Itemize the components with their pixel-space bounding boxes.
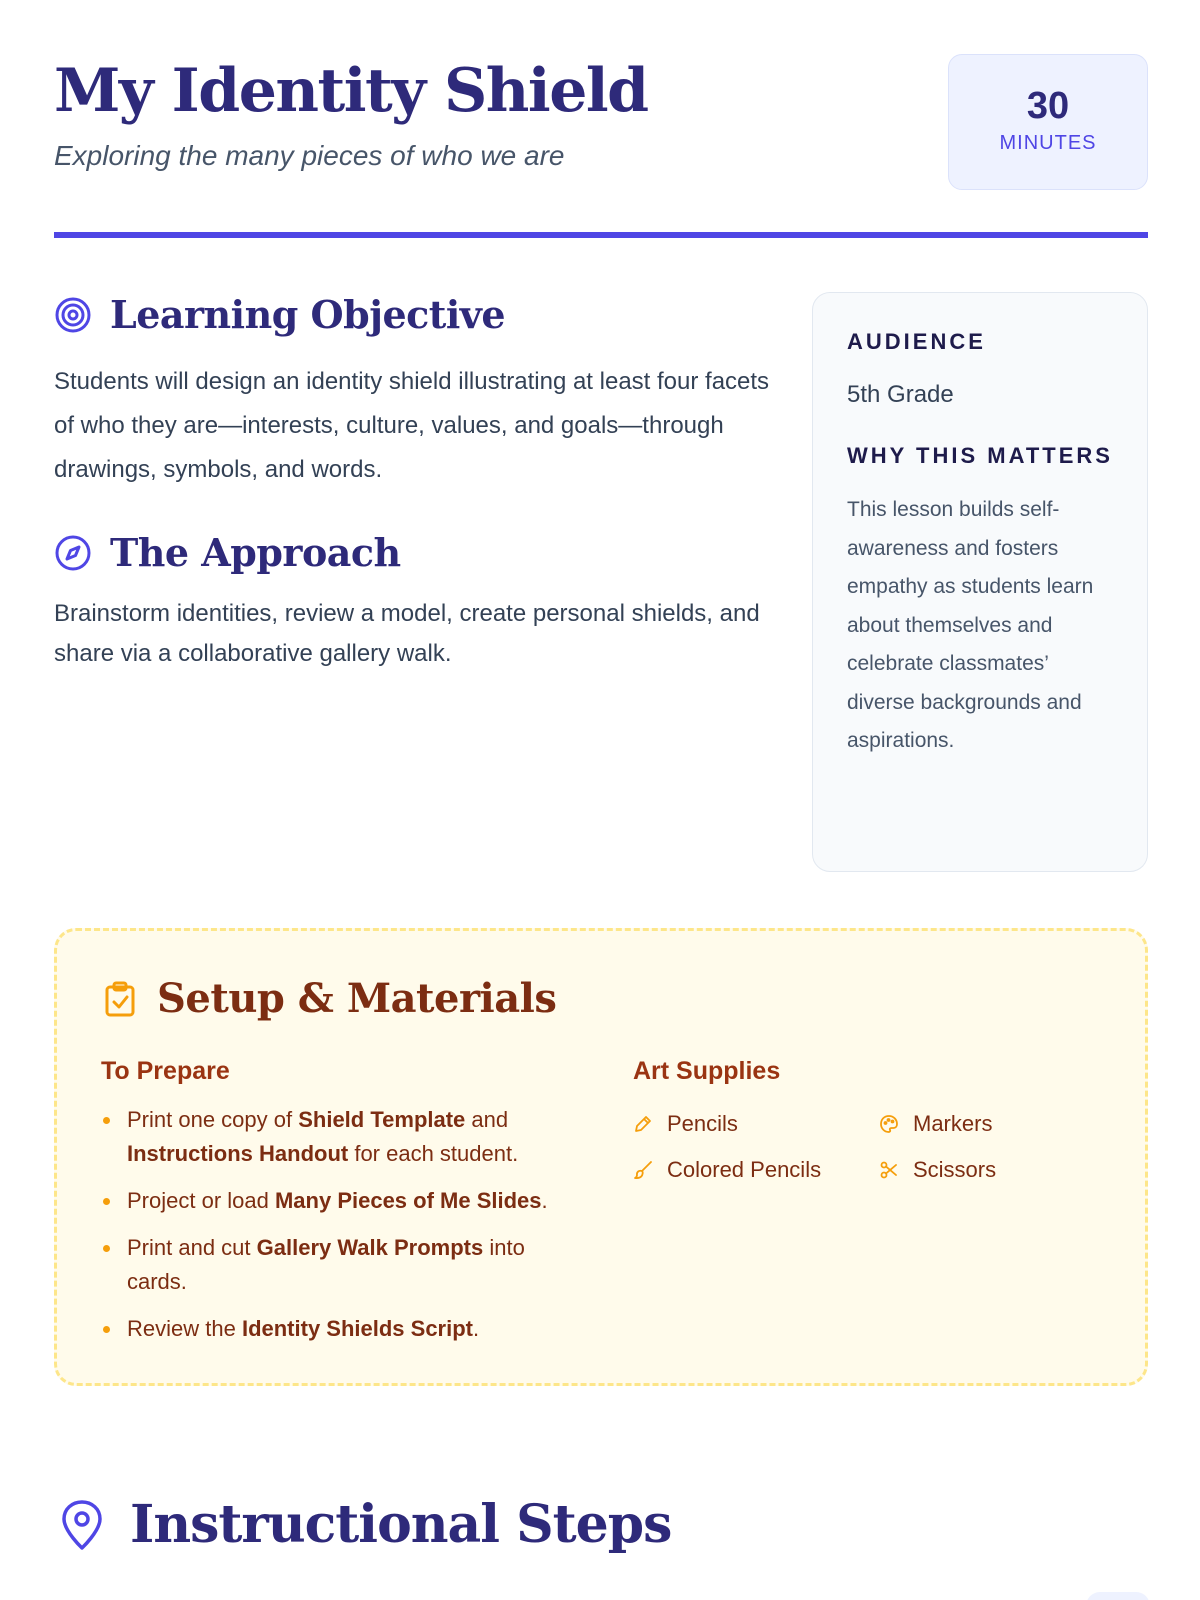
step-card-edge (1086, 1592, 1150, 1600)
steps-heading-row (60, 1494, 671, 1555)
header-divider (54, 232, 1148, 238)
page-title: My Identity Shield (54, 56, 648, 126)
objective-heading: Learning Objective (110, 292, 506, 337)
approach-text: Brainstorm identities, review a model, create personal shields, and share via a collaborative gallery walk. (54, 600, 760, 667)
palette-icon (879, 1114, 899, 1134)
setup-heading: Setup & Materials (157, 975, 557, 1022)
setup-materials-panel (54, 928, 1148, 1386)
audience-value: 5th Grade (847, 381, 954, 408)
prepare-title: To Prepare (101, 1057, 230, 1085)
objective-heading-row (54, 292, 505, 337)
list-item: Project or load Many Pieces of Me Slides. (101, 1184, 581, 1218)
page-subtitle: Exploring the many pieces of who we are (54, 140, 565, 171)
duration-badge (948, 54, 1148, 190)
supply-item-pencils: Pencils (633, 1111, 738, 1137)
objective-text: Students will design an identity shield illustrating at least four facets of who they are—interests, culture, values, and goals—through drawings, symbols, and words. (54, 368, 770, 483)
brush-icon (633, 1160, 653, 1180)
duration-unit: MINUTES (999, 132, 1097, 154)
steps-heading: Instructional Steps (130, 1494, 672, 1555)
setup-heading-row (101, 975, 556, 1022)
compass-icon (54, 534, 92, 572)
supply-item-markers: Markers (879, 1111, 992, 1137)
list-item: Print and cut Gallery Walk Prompts into cards. (101, 1231, 581, 1299)
list-item: Print one copy of Shield Template and Instructions Handout for each student. (101, 1103, 581, 1171)
supply-item-colored-pencils: Colored Pencils (633, 1157, 821, 1183)
lesson-header (54, 54, 1148, 234)
prepare-list (101, 1103, 581, 1359)
supplies-title: Art Supplies (633, 1057, 781, 1085)
map-pin-icon (60, 1499, 104, 1551)
approach-heading-row (54, 530, 401, 575)
audience-label: AUDIENCE (847, 329, 986, 354)
clipboard-check-icon (101, 980, 139, 1018)
why-text: This lesson builds self-awareness and fosters empathy as students learn about themselves and celebrate classmates’ diverse backgrounds and aspirations. (847, 498, 1094, 752)
duration-value: 30 (1026, 85, 1070, 127)
lesson-info-card (812, 292, 1148, 872)
approach-heading: The Approach (110, 530, 401, 575)
pencil-icon (633, 1114, 653, 1134)
supply-item-scissors: Scissors (879, 1157, 996, 1183)
why-label: WHY THIS MATTERS (847, 443, 1113, 468)
target-icon (54, 296, 92, 334)
list-item: Review the Identity Shields Script. (101, 1312, 581, 1346)
scissors-icon (879, 1160, 899, 1180)
